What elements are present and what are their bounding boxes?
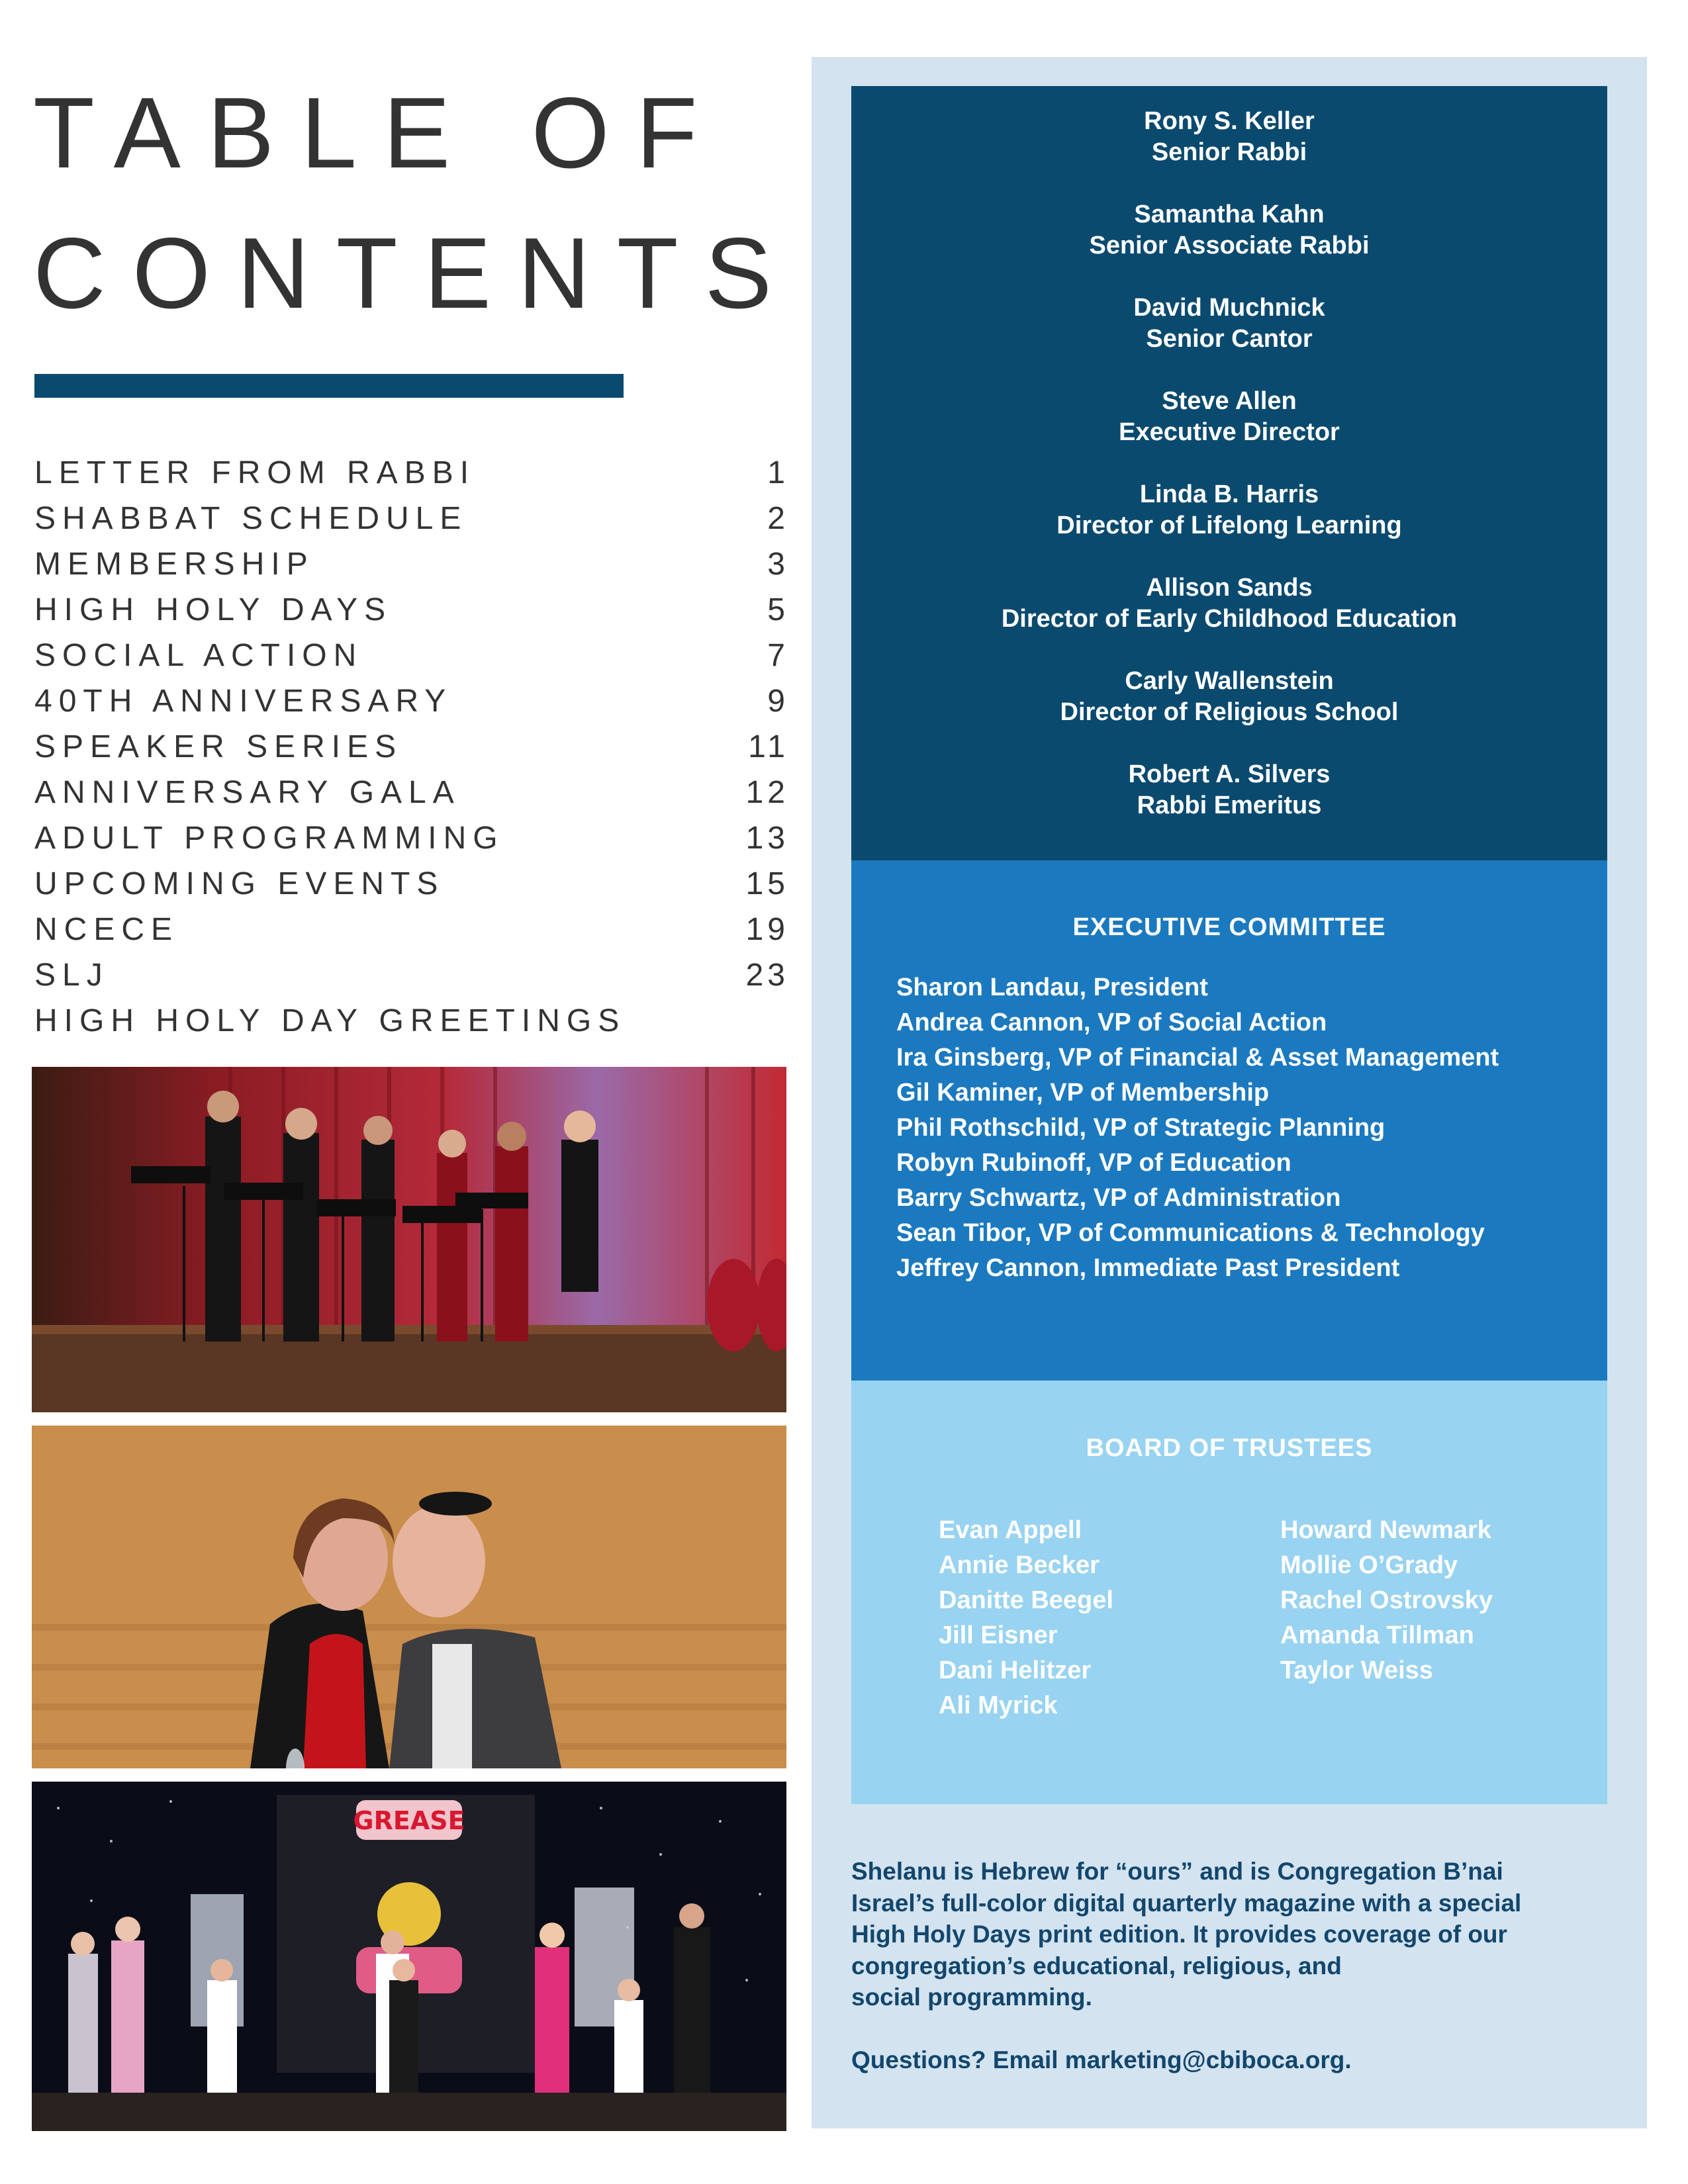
toc-label: MEMBERSHIP — [34, 547, 314, 582]
trustee: Taylor Weiss — [1280, 1657, 1433, 1684]
about-line: congregation’s educational, religious, and — [851, 1952, 1342, 1979]
trustee: Ali Myrick — [939, 1692, 1058, 1719]
photo-grease-production-image — [32, 1782, 786, 2131]
grease-sign: GREASE — [353, 1806, 465, 1835]
toc-label: NCECE — [34, 912, 179, 947]
toc-label: ANNIVERSARY GALA — [34, 775, 461, 810]
trustee: Annie Becker — [939, 1551, 1100, 1579]
toc-item-speaker-series[interactable] — [34, 724, 789, 770]
staff-role: Director of Early Childhood Education — [1001, 605, 1458, 633]
staff-entry — [851, 572, 1607, 666]
committee-member: Sharon Landau, President — [896, 974, 1208, 1001]
staff-entry — [851, 759, 1607, 852]
staff-role: Senior Rabbi — [1151, 138, 1307, 166]
staff-role: Senior Associate Rabbi — [1089, 232, 1370, 259]
toc-item-upcoming-events[interactable] — [34, 861, 789, 907]
trustee: Mollie O’Grady — [1280, 1551, 1458, 1579]
toc-page: 13 — [745, 821, 789, 856]
page-title — [33, 63, 798, 343]
toc-page: 2 — [767, 501, 789, 536]
toc-label: SLJ — [34, 958, 109, 993]
toc-page: 11 — [748, 729, 789, 764]
executive-committee-heading: EXECUTIVE COMMITTEE — [1072, 913, 1386, 941]
toc-page: 12 — [745, 775, 789, 810]
committee-member: Barry Schwartz, VP of Administration — [896, 1184, 1341, 1212]
toc-label: LETTER FROM RABBI — [34, 455, 476, 490]
staff-entry — [851, 386, 1607, 479]
staff-name: David Muchnick — [1133, 294, 1325, 322]
staff-entry — [851, 293, 1607, 386]
toc-label: 40TH ANNIVERSARY — [34, 684, 453, 719]
trustee: Jill Eisner — [939, 1621, 1058, 1649]
staff-entry — [851, 666, 1607, 759]
trustee: Danitte Beegel — [939, 1586, 1113, 1614]
committee-member: Jeffrey Cannon, Immediate Past President — [896, 1254, 1400, 1282]
staff-name: Linda B. Harris — [1139, 480, 1319, 508]
photo-stage-performers-image — [32, 1067, 786, 1412]
toc-page: 5 — [767, 592, 789, 627]
toc-item-slj[interactable] — [34, 952, 789, 998]
sidebar — [812, 57, 1647, 2128]
staff-list — [851, 86, 1607, 852]
toc-item-anniversary-gala[interactable] — [34, 770, 789, 815]
toc-label: SPEAKER SERIES — [34, 729, 403, 764]
toc-label: HIGH HOLY DAY GREETINGS — [34, 1003, 626, 1038]
toc-page: 15 — [745, 866, 789, 901]
toc-item-adult-programming[interactable] — [34, 815, 789, 861]
trustee: Dani Helitzer — [939, 1657, 1092, 1684]
staff-entry — [851, 199, 1607, 293]
board-heading: BOARD OF TRUSTEES — [1086, 1434, 1373, 1462]
board-column-2 — [1280, 1513, 1493, 1688]
executive-committee-box — [851, 860, 1607, 1381]
photo-grease-production — [32, 1782, 786, 2131]
trustee: Evan Appell — [939, 1516, 1082, 1544]
photo-couple-embracing-image — [32, 1426, 786, 1768]
toc-label: SHABBAT SCHEDULE — [34, 501, 468, 536]
committee-member: Phil Rothschild, VP of Strategic Planning — [896, 1114, 1385, 1142]
toc-item-40th-anniversary[interactable] — [34, 678, 789, 724]
page-title-line-1: TABLE OF — [33, 77, 724, 189]
title-rule — [34, 374, 624, 398]
toc-page: 23 — [745, 958, 789, 993]
committee-member: Andrea Cannon, VP of Social Action — [896, 1009, 1327, 1036]
toc-label: HIGH HOLY DAYS — [34, 592, 393, 627]
about-line: Shelanu is Hebrew for “ours” and is Congregation B’nai — [851, 1858, 1503, 1885]
staff-role: Rabbi Emeritus — [1137, 792, 1322, 819]
staff-name: Robert A. Silvers — [1128, 760, 1331, 788]
executive-committee-list — [896, 970, 1499, 1286]
photo-couple-embracing — [32, 1426, 786, 1768]
staff-name: Samantha Kahn — [1134, 201, 1325, 228]
board-of-trustees-box — [851, 1381, 1607, 1804]
committee-member: Ira Ginsberg, VP of Financial & Asset Management — [896, 1044, 1499, 1071]
about-line: social programming. — [851, 1983, 1092, 2011]
staff-name: Steve Allen — [1162, 387, 1297, 415]
toc-page: 9 — [767, 684, 789, 719]
toc-page: 3 — [767, 547, 789, 582]
about-line: Israel’s full-color digital quarterly magazine with a special — [851, 1889, 1522, 1917]
toc-list — [34, 450, 789, 1044]
about-line: High Holy Days print edition. It provides coverage of our — [851, 1921, 1507, 1948]
toc-item-shabbat-schedule[interactable] — [34, 496, 789, 541]
staff-name: Allison Sands — [1146, 574, 1313, 602]
staff-role: Executive Director — [1119, 418, 1340, 446]
staff-name: Rony S. Keller — [1144, 107, 1315, 135]
committee-member: Gil Kaminer, VP of Membership — [896, 1079, 1270, 1107]
toc-label: ADULT PROGRAMMING — [34, 821, 504, 856]
toc-item-ncece[interactable] — [34, 907, 789, 952]
toc-item-high-holy-day-greetings[interactable] — [34, 998, 789, 1044]
photo-stage-performers — [32, 1067, 786, 1412]
toc-page: 1 — [767, 455, 789, 490]
toc-label: SOCIAL ACTION — [34, 638, 363, 673]
trustee: Rachel Ostrovsky — [1280, 1586, 1493, 1614]
staff-box — [851, 86, 1607, 860]
staff-role: Director of Religious School — [1060, 698, 1399, 726]
toc-item-high-holy-days[interactable] — [34, 587, 789, 633]
trustee: Howard Newmark — [1280, 1516, 1491, 1544]
staff-role: Director of Lifelong Learning — [1056, 512, 1402, 539]
staff-entry — [851, 479, 1607, 572]
contact-email-line[interactable]: Questions? Email marketing@cbiboca.org. — [851, 2046, 1352, 2073]
staff-entry — [851, 106, 1607, 199]
toc-item-letter-from-rabbi[interactable] — [34, 450, 789, 496]
page-title-line-2: CONTENTS — [33, 217, 798, 330]
toc-label: UPCOMING EVENTS — [34, 866, 445, 901]
committee-member: Robyn Rubinoff, VP of Education — [896, 1149, 1291, 1177]
staff-role: Senior Cantor — [1146, 325, 1313, 353]
staff-name: Carly Wallenstein — [1125, 667, 1334, 695]
toc-page: 19 — [745, 912, 789, 947]
about-blurb — [851, 1856, 1606, 2075]
toc-item-social-action[interactable] — [34, 633, 789, 678]
trustee: Amanda Tillman — [1280, 1621, 1474, 1649]
committee-member: Sean Tibor, VP of Communications & Technology — [896, 1219, 1485, 1247]
toc-page: 7 — [767, 638, 789, 673]
board-column-1 — [939, 1513, 1113, 1723]
toc-item-membership[interactable] — [34, 541, 789, 587]
